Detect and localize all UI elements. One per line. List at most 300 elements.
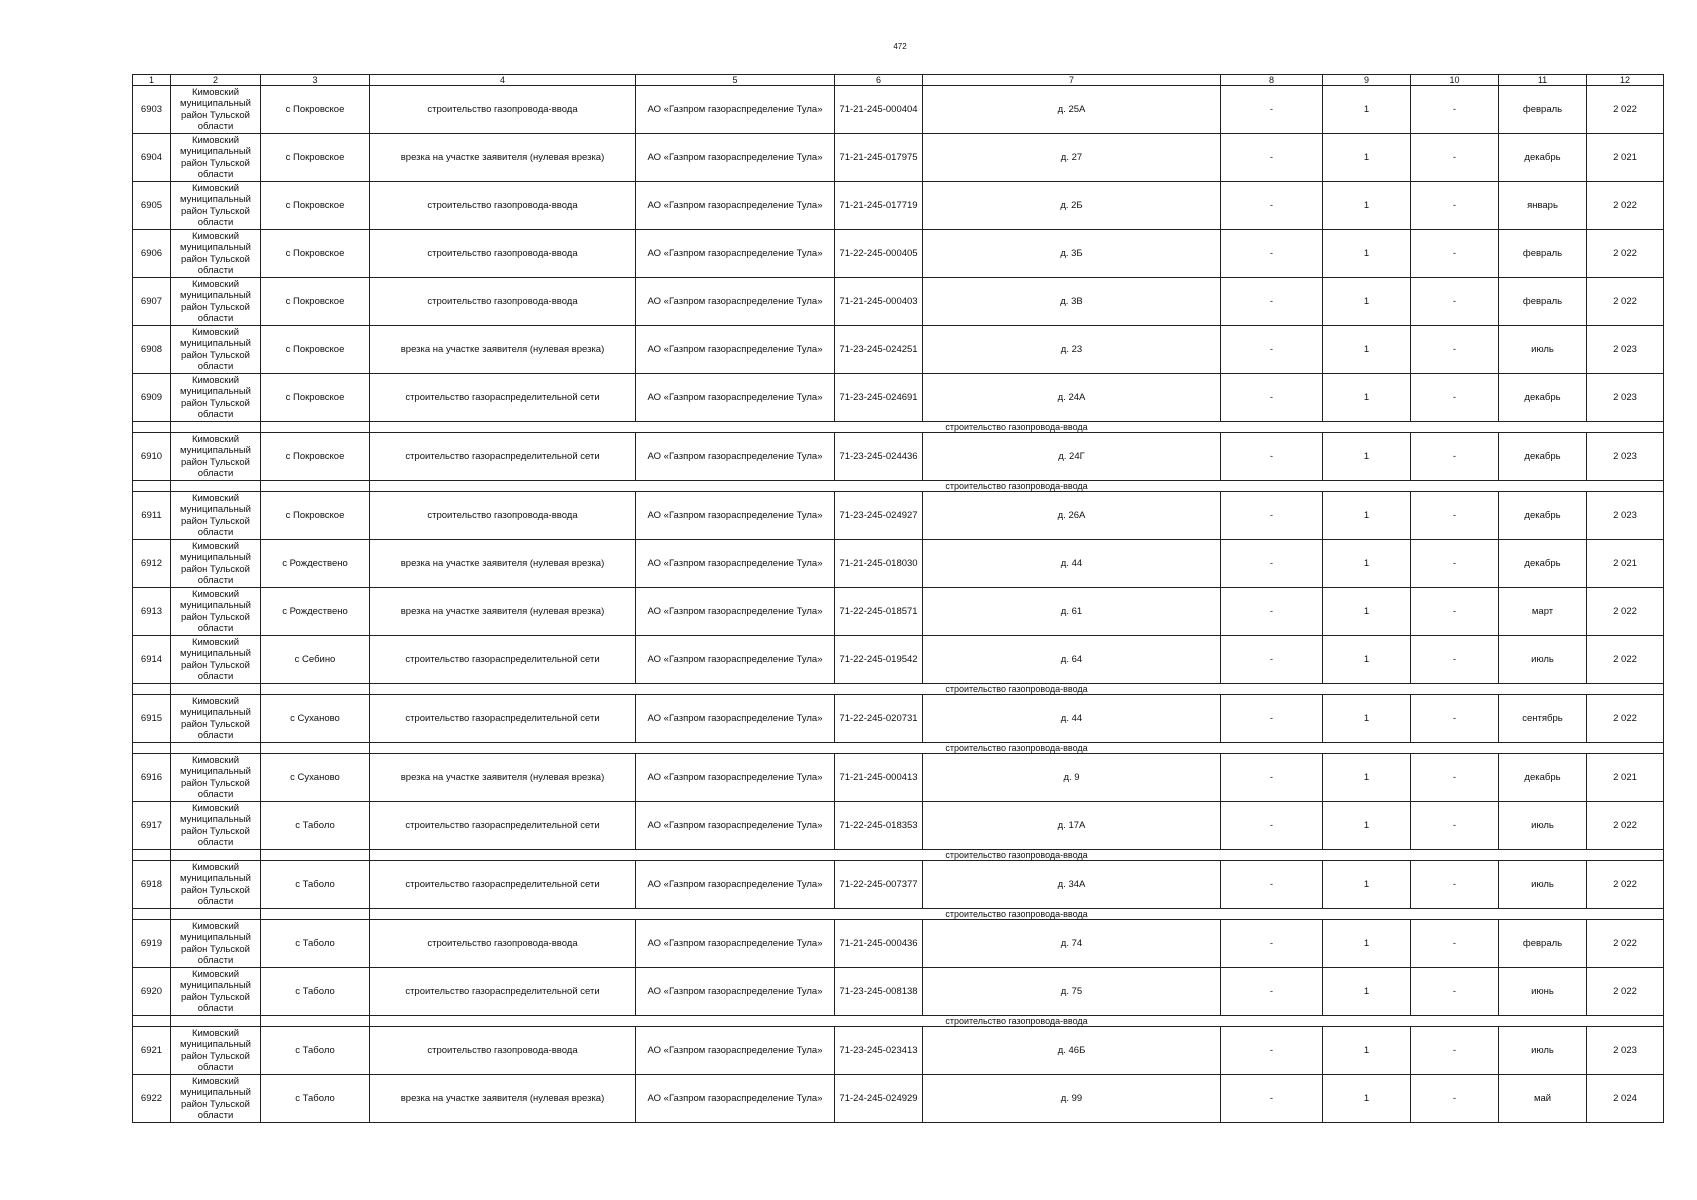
application-code-cell: 71-23-245-024251 [835, 326, 923, 374]
row-number-cell: 6904 [133, 134, 171, 182]
column-8-cell: - [1221, 134, 1323, 182]
column-9-cell: 1 [1323, 374, 1411, 422]
table-row [133, 588, 1664, 636]
column-8-cell: - [1221, 920, 1323, 968]
column-10-cell: - [1411, 588, 1499, 636]
work-type-cell: строительство газопровода-ввода [370, 920, 636, 968]
work-type-cell: врезка на участке заявителя (нулевая врезка) [370, 134, 636, 182]
house-number-cell: д. 3Б [923, 230, 1221, 278]
column-9-cell: 1 [1323, 86, 1411, 134]
column-9-cell: 1 [1323, 433, 1411, 481]
application-code-cell: 71-22-245-007377 [835, 861, 923, 909]
empty-cell [171, 684, 261, 695]
row-number-cell: 6906 [133, 230, 171, 278]
settlement-cell: с Покровское [261, 86, 370, 134]
house-number-cell: д. 3В [923, 278, 1221, 326]
column-8-cell: - [1221, 1027, 1323, 1075]
district-cell: Кимовский муниципальный район Тульской области [171, 326, 261, 374]
application-code-cell: 71-21-245-000436 [835, 920, 923, 968]
organization-cell: АО «Газпром газораспределение Тула» [636, 278, 835, 326]
column-8-cell: - [1221, 861, 1323, 909]
house-number-cell: д. 74 [923, 920, 1221, 968]
row-number-cell: 6911 [133, 492, 171, 540]
column-9-cell: 1 [1323, 492, 1411, 540]
row-number-cell: 6918 [133, 861, 171, 909]
column-10-cell: - [1411, 374, 1499, 422]
column-header: 1 [133, 75, 171, 86]
district-cell: Кимовский муниципальный район Тульской области [171, 802, 261, 850]
column-8-cell: - [1221, 588, 1323, 636]
column-header: 5 [636, 75, 835, 86]
application-code-cell: 71-21-245-000413 [835, 754, 923, 802]
year-cell: 2 022 [1587, 861, 1664, 909]
table-row [133, 182, 1664, 230]
column-9-cell: 1 [1323, 540, 1411, 588]
district-cell: Кимовский муниципальный район Тульской области [171, 636, 261, 684]
column-header: 10 [1411, 75, 1499, 86]
organization-cell: АО «Газпром газораспределение Тула» [636, 182, 835, 230]
month-cell: февраль [1499, 920, 1587, 968]
district-cell: Кимовский муниципальный район Тульской области [171, 230, 261, 278]
column-8-cell: - [1221, 230, 1323, 278]
row-number-cell: 6917 [133, 802, 171, 850]
district-cell: Кимовский муниципальный район Тульской области [171, 433, 261, 481]
continuation-text: строительство газопровода-ввода [370, 684, 1664, 695]
empty-cell [171, 850, 261, 861]
row-number-cell: 6905 [133, 182, 171, 230]
month-cell: июль [1499, 1027, 1587, 1075]
row-number-cell: 6909 [133, 374, 171, 422]
work-type-cell: врезка на участке заявителя (нулевая врезка) [370, 1075, 636, 1123]
column-8-cell: - [1221, 182, 1323, 230]
district-cell: Кимовский муниципальный район Тульской области [171, 1027, 261, 1075]
column-10-cell: - [1411, 86, 1499, 134]
row-number-cell: 6907 [133, 278, 171, 326]
empty-cell [261, 743, 370, 754]
continuation-text: строительство газопровода-ввода [370, 850, 1664, 861]
work-type-cell: строительство газопровода-ввода [370, 230, 636, 278]
column-9-cell: 1 [1323, 754, 1411, 802]
settlement-cell: с Покровское [261, 230, 370, 278]
row-number-cell: 6915 [133, 695, 171, 743]
application-code-cell: 71-23-245-023413 [835, 1027, 923, 1075]
column-header: 6 [835, 75, 923, 86]
district-cell: Кимовский муниципальный район Тульской области [171, 1075, 261, 1123]
organization-cell: АО «Газпром газораспределение Тула» [636, 134, 835, 182]
column-8-cell: - [1221, 86, 1323, 134]
settlement-cell: с Себино [261, 636, 370, 684]
month-cell: январь [1499, 182, 1587, 230]
month-cell: февраль [1499, 230, 1587, 278]
column-header: 4 [370, 75, 636, 86]
district-cell: Кимовский муниципальный район Тульской области [171, 278, 261, 326]
settlement-cell: с Рождествено [261, 588, 370, 636]
row-number-cell: 6903 [133, 86, 171, 134]
row-number-cell: 6922 [133, 1075, 171, 1123]
table-row [133, 326, 1664, 374]
table-row [133, 86, 1664, 134]
column-9-cell: 1 [1323, 695, 1411, 743]
continuation-row [133, 684, 1664, 695]
application-code-cell: 71-22-245-019542 [835, 636, 923, 684]
settlement-cell: с Покровское [261, 433, 370, 481]
work-type-cell: строительство газопровода-ввода [370, 1027, 636, 1075]
settlement-cell: с Таболо [261, 920, 370, 968]
year-cell: 2 021 [1587, 134, 1664, 182]
continuation-text: строительство газопровода-ввода [370, 1016, 1664, 1027]
empty-cell [133, 850, 171, 861]
column-10-cell: - [1411, 861, 1499, 909]
continuation-row [133, 743, 1664, 754]
column-10-cell: - [1411, 433, 1499, 481]
settlement-cell: с Таболо [261, 968, 370, 1016]
house-number-cell: д. 34А [923, 861, 1221, 909]
year-cell: 2 022 [1587, 182, 1664, 230]
month-cell: июль [1499, 802, 1587, 850]
house-number-cell: д. 46Б [923, 1027, 1221, 1075]
column-9-cell: 1 [1323, 134, 1411, 182]
column-9-cell: 1 [1323, 278, 1411, 326]
application-code-cell: 71-21-245-017719 [835, 182, 923, 230]
column-10-cell: - [1411, 1075, 1499, 1123]
empty-cell [133, 743, 171, 754]
organization-cell: АО «Газпром газораспределение Тула» [636, 588, 835, 636]
district-cell: Кимовский муниципальный район Тульской области [171, 134, 261, 182]
district-cell: Кимовский муниципальный район Тульской области [171, 861, 261, 909]
column-9-cell: 1 [1323, 588, 1411, 636]
district-cell: Кимовский муниципальный район Тульской области [171, 588, 261, 636]
year-cell: 2 024 [1587, 1075, 1664, 1123]
continuation-row [133, 909, 1664, 920]
work-type-cell: строительство газораспределительной сети [370, 968, 636, 1016]
year-cell: 2 022 [1587, 802, 1664, 850]
settlement-cell: с Покровское [261, 278, 370, 326]
house-number-cell: д. 25А [923, 86, 1221, 134]
organization-cell: АО «Газпром газораспределение Тула» [636, 492, 835, 540]
house-number-cell: д. 75 [923, 968, 1221, 1016]
empty-cell [171, 909, 261, 920]
table-row [133, 802, 1664, 850]
settlement-cell: с Покровское [261, 182, 370, 230]
organization-cell: АО «Газпром газораспределение Тула» [636, 86, 835, 134]
month-cell: декабрь [1499, 540, 1587, 588]
column-8-cell: - [1221, 374, 1323, 422]
work-type-cell: строительство газопровода-ввода [370, 278, 636, 326]
column-8-cell: - [1221, 492, 1323, 540]
column-8-cell: - [1221, 278, 1323, 326]
empty-cell [133, 422, 171, 433]
organization-cell: АО «Газпром газораспределение Тула» [636, 374, 835, 422]
column-9-cell: 1 [1323, 802, 1411, 850]
month-cell: июль [1499, 861, 1587, 909]
work-type-cell: строительство газопровода-ввода [370, 86, 636, 134]
column-10-cell: - [1411, 230, 1499, 278]
table-row [133, 374, 1664, 422]
table-row [133, 695, 1664, 743]
application-code-cell: 71-21-245-017975 [835, 134, 923, 182]
month-cell: декабрь [1499, 754, 1587, 802]
row-number-cell: 6920 [133, 968, 171, 1016]
column-8-cell: - [1221, 326, 1323, 374]
column-10-cell: - [1411, 1027, 1499, 1075]
organization-cell: АО «Газпром газораспределение Тула» [636, 636, 835, 684]
house-number-cell: д. 17А [923, 802, 1221, 850]
column-8-cell: - [1221, 754, 1323, 802]
application-code-cell: 71-23-245-024927 [835, 492, 923, 540]
application-code-cell: 71-22-245-000405 [835, 230, 923, 278]
organization-cell: АО «Газпром газораспределение Тула» [636, 968, 835, 1016]
organization-cell: АО «Газпром газораспределение Тула» [636, 861, 835, 909]
column-header: 2 [171, 75, 261, 86]
settlement-cell: с Таболо [261, 1027, 370, 1075]
column-header: 7 [923, 75, 1221, 86]
settlement-cell: с Суханово [261, 695, 370, 743]
house-number-cell: д. 9 [923, 754, 1221, 802]
settlement-cell: с Рождествено [261, 540, 370, 588]
column-8-cell: - [1221, 968, 1323, 1016]
work-type-cell: строительство газопровода-ввода [370, 492, 636, 540]
application-code-cell: 71-21-245-000403 [835, 278, 923, 326]
district-cell: Кимовский муниципальный район Тульской области [171, 754, 261, 802]
column-header: 8 [1221, 75, 1323, 86]
application-code-cell: 71-23-245-024691 [835, 374, 923, 422]
house-number-cell: д. 44 [923, 540, 1221, 588]
work-type-cell: строительство газораспределительной сети [370, 374, 636, 422]
column-9-cell: 1 [1323, 861, 1411, 909]
month-cell: декабрь [1499, 134, 1587, 182]
continuation-text: строительство газопровода-ввода [370, 743, 1664, 754]
settlement-cell: с Покровское [261, 134, 370, 182]
empty-cell [261, 481, 370, 492]
application-code-cell: 71-23-245-008138 [835, 968, 923, 1016]
table-row [133, 1075, 1664, 1123]
column-9-cell: 1 [1323, 1075, 1411, 1123]
month-cell: декабрь [1499, 433, 1587, 481]
organization-cell: АО «Газпром газораспределение Тула» [636, 540, 835, 588]
column-10-cell: - [1411, 802, 1499, 850]
empty-cell [171, 481, 261, 492]
continuation-row [133, 850, 1664, 861]
column-9-cell: 1 [1323, 1027, 1411, 1075]
month-cell: июль [1499, 636, 1587, 684]
empty-cell [133, 684, 171, 695]
settlement-cell: с Таболо [261, 1075, 370, 1123]
house-number-cell: д. 24А [923, 374, 1221, 422]
house-number-cell: д. 24Г [923, 433, 1221, 481]
application-code-cell: 71-23-245-024436 [835, 433, 923, 481]
application-code-cell: 71-22-245-018571 [835, 588, 923, 636]
table-row [133, 134, 1664, 182]
column-9-cell: 1 [1323, 920, 1411, 968]
year-cell: 2 023 [1587, 1027, 1664, 1075]
continuation-row [133, 481, 1664, 492]
work-type-cell: строительство газораспределительной сети [370, 636, 636, 684]
table-row [133, 230, 1664, 278]
row-number-cell: 6912 [133, 540, 171, 588]
column-10-cell: - [1411, 754, 1499, 802]
organization-cell: АО «Газпром газораспределение Тула» [636, 433, 835, 481]
work-type-cell: врезка на участке заявителя (нулевая врезка) [370, 540, 636, 588]
work-type-cell: строительство газопровода-ввода [370, 182, 636, 230]
column-9-cell: 1 [1323, 326, 1411, 374]
table-row [133, 861, 1664, 909]
column-10-cell: - [1411, 540, 1499, 588]
row-number-cell: 6916 [133, 754, 171, 802]
organization-cell: АО «Газпром газораспределение Тула» [636, 1027, 835, 1075]
work-type-cell: строительство газораспределительной сети [370, 802, 636, 850]
year-cell: 2 023 [1587, 433, 1664, 481]
column-10-cell: - [1411, 182, 1499, 230]
table-row [133, 278, 1664, 326]
year-cell: 2 022 [1587, 588, 1664, 636]
column-8-cell: - [1221, 433, 1323, 481]
empty-cell [133, 909, 171, 920]
empty-cell [171, 422, 261, 433]
column-number-row [133, 75, 1664, 86]
column-10-cell: - [1411, 278, 1499, 326]
work-type-cell: врезка на участке заявителя (нулевая врезка) [370, 754, 636, 802]
house-number-cell: д. 26А [923, 492, 1221, 540]
empty-cell [133, 1016, 171, 1027]
row-number-cell: 6921 [133, 1027, 171, 1075]
empty-cell [261, 684, 370, 695]
house-number-cell: д. 99 [923, 1075, 1221, 1123]
column-10-cell: - [1411, 636, 1499, 684]
empty-cell [171, 743, 261, 754]
month-cell: март [1499, 588, 1587, 636]
house-number-cell: д. 61 [923, 588, 1221, 636]
continuation-row [133, 1016, 1664, 1027]
year-cell: 2 022 [1587, 968, 1664, 1016]
table-row [133, 920, 1664, 968]
continuation-row [133, 422, 1664, 433]
month-cell: декабрь [1499, 492, 1587, 540]
row-number-cell: 6914 [133, 636, 171, 684]
month-cell: февраль [1499, 86, 1587, 134]
month-cell: сентябрь [1499, 695, 1587, 743]
year-cell: 2 023 [1587, 326, 1664, 374]
organization-cell: АО «Газпром газораспределение Тула» [636, 1075, 835, 1123]
organization-cell: АО «Газпром газораспределение Тула» [636, 326, 835, 374]
column-10-cell: - [1411, 134, 1499, 182]
work-type-cell: врезка на участке заявителя (нулевая врезка) [370, 588, 636, 636]
column-8-cell: - [1221, 636, 1323, 684]
house-number-cell: д. 23 [923, 326, 1221, 374]
work-type-cell: врезка на участке заявителя (нулевая врезка) [370, 326, 636, 374]
application-code-cell: 71-22-245-020731 [835, 695, 923, 743]
continuation-text: строительство газопровода-ввода [370, 422, 1664, 433]
year-cell: 2 022 [1587, 86, 1664, 134]
empty-cell [171, 1016, 261, 1027]
district-cell: Кимовский муниципальный район Тульской области [171, 540, 261, 588]
settlement-cell: с Суханово [261, 754, 370, 802]
month-cell: февраль [1499, 278, 1587, 326]
district-cell: Кимовский муниципальный район Тульской области [171, 695, 261, 743]
table-row [133, 754, 1664, 802]
table-row [133, 492, 1664, 540]
empty-cell [261, 850, 370, 861]
table-row [133, 968, 1664, 1016]
column-8-cell: - [1221, 1075, 1323, 1123]
house-number-cell: д. 2Б [923, 182, 1221, 230]
year-cell: 2 022 [1587, 636, 1664, 684]
table-row [133, 1027, 1664, 1075]
year-cell: 2 021 [1587, 540, 1664, 588]
settlement-cell: с Таболо [261, 802, 370, 850]
row-number-cell: 6913 [133, 588, 171, 636]
application-code-cell: 71-21-245-018030 [835, 540, 923, 588]
column-header: 12 [1587, 75, 1664, 86]
month-cell: декабрь [1499, 374, 1587, 422]
row-number-cell: 6910 [133, 433, 171, 481]
table-row [133, 540, 1664, 588]
continuation-text: строительство газопровода-ввода [370, 481, 1664, 492]
settlement-cell: с Покровское [261, 374, 370, 422]
column-9-cell: 1 [1323, 230, 1411, 278]
application-code-cell: 71-24-245-024929 [835, 1075, 923, 1123]
house-number-cell: д. 27 [923, 134, 1221, 182]
column-header: 3 [261, 75, 370, 86]
district-cell: Кимовский муниципальный район Тульской области [171, 492, 261, 540]
organization-cell: АО «Газпром газораспределение Тула» [636, 695, 835, 743]
settlement-cell: с Таболо [261, 861, 370, 909]
work-type-cell: строительство газораспределительной сети [370, 695, 636, 743]
district-cell: Кимовский муниципальный район Тульской области [171, 374, 261, 422]
year-cell: 2 023 [1587, 492, 1664, 540]
month-cell: июнь [1499, 968, 1587, 1016]
table-row [133, 433, 1664, 481]
empty-cell [261, 1016, 370, 1027]
work-type-cell: строительство газораспределительной сети [370, 433, 636, 481]
table-body [133, 86, 1664, 1123]
column-10-cell: - [1411, 695, 1499, 743]
column-header: 9 [1323, 75, 1411, 86]
application-code-cell: 71-21-245-000404 [835, 86, 923, 134]
column-8-cell: - [1221, 802, 1323, 850]
organization-cell: АО «Газпром газораспределение Тула» [636, 754, 835, 802]
year-cell: 2 022 [1587, 278, 1664, 326]
year-cell: 2 021 [1587, 754, 1664, 802]
table-row [133, 636, 1664, 684]
column-10-cell: - [1411, 326, 1499, 374]
year-cell: 2 022 [1587, 695, 1664, 743]
page-number: 472 [893, 42, 907, 51]
settlement-cell: с Покровское [261, 492, 370, 540]
year-cell: 2 022 [1587, 920, 1664, 968]
row-number-cell: 6919 [133, 920, 171, 968]
row-number-cell: 6908 [133, 326, 171, 374]
column-8-cell: - [1221, 695, 1323, 743]
district-cell: Кимовский муниципальный район Тульской области [171, 182, 261, 230]
continuation-text: строительство газопровода-ввода [370, 909, 1664, 920]
year-cell: 2 023 [1587, 374, 1664, 422]
column-9-cell: 1 [1323, 182, 1411, 230]
column-9-cell: 1 [1323, 968, 1411, 1016]
month-cell: май [1499, 1075, 1587, 1123]
organization-cell: АО «Газпром газораспределение Тула» [636, 920, 835, 968]
work-type-cell: строительство газораспределительной сети [370, 861, 636, 909]
empty-cell [133, 481, 171, 492]
organization-cell: АО «Газпром газораспределение Тула» [636, 802, 835, 850]
organization-cell: АО «Газпром газораспределение Тула» [636, 230, 835, 278]
settlement-cell: с Покровское [261, 326, 370, 374]
year-cell: 2 022 [1587, 230, 1664, 278]
column-10-cell: - [1411, 968, 1499, 1016]
column-9-cell: 1 [1323, 636, 1411, 684]
empty-cell [261, 422, 370, 433]
column-header: 11 [1499, 75, 1587, 86]
column-10-cell: - [1411, 492, 1499, 540]
